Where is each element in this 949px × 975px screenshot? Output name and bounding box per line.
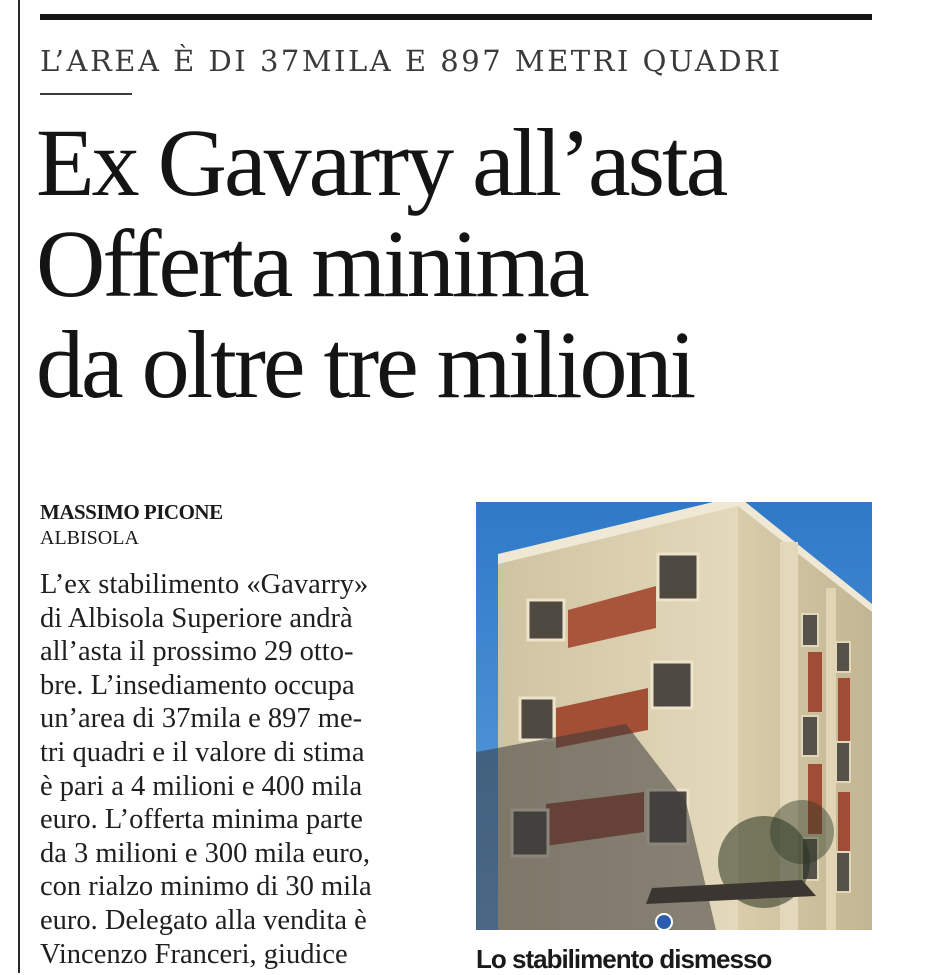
body-line: di Albisola Superiore andrà xyxy=(40,602,353,634)
body-line: euro. Delegato alla vendita è xyxy=(40,904,367,936)
article-kicker: L’AREA È DI 37MILA E 897 METRI QUADRI xyxy=(40,44,783,78)
body-line: con rialzo minimo di 30 mila xyxy=(40,871,372,903)
headline-line-3: da oltre tre milioni xyxy=(36,311,694,418)
headline-line-2: Offerta minima xyxy=(36,210,587,317)
body-line: tri quadri e il valore di stima xyxy=(40,736,365,768)
kicker-underline xyxy=(40,93,132,95)
dateline-location: ALBISOLA xyxy=(40,527,139,549)
article-body xyxy=(40,568,440,971)
byline xyxy=(40,500,223,550)
author-name: MASSIMO PICONE xyxy=(40,500,223,524)
factory-building-photo xyxy=(476,502,872,930)
body-line: L’ex stabilimento «Gavarry» xyxy=(40,569,369,600)
body-line: è pari a 4 milioni e 400 mila xyxy=(40,770,363,802)
body-line: da 3 milioni e 300 mila euro, xyxy=(40,837,371,869)
body-line: Vincenzo Franceri, giudice xyxy=(40,938,348,970)
photo-caption: Lo stabilimento dismesso xyxy=(476,944,772,974)
body-line: euro. L’offerta minima parte xyxy=(40,804,363,836)
body-line: all’asta il prossimo 29 otto- xyxy=(40,636,354,668)
body-line: bre. L’insediamento occupa xyxy=(40,669,355,701)
page-margin-rule xyxy=(18,0,20,973)
article-headline xyxy=(36,109,896,418)
headline-line-1: Ex Gavarry all’asta xyxy=(36,109,726,216)
article-top-rule xyxy=(40,14,872,20)
body-line: un’area di 37mila e 897 me- xyxy=(40,703,363,735)
